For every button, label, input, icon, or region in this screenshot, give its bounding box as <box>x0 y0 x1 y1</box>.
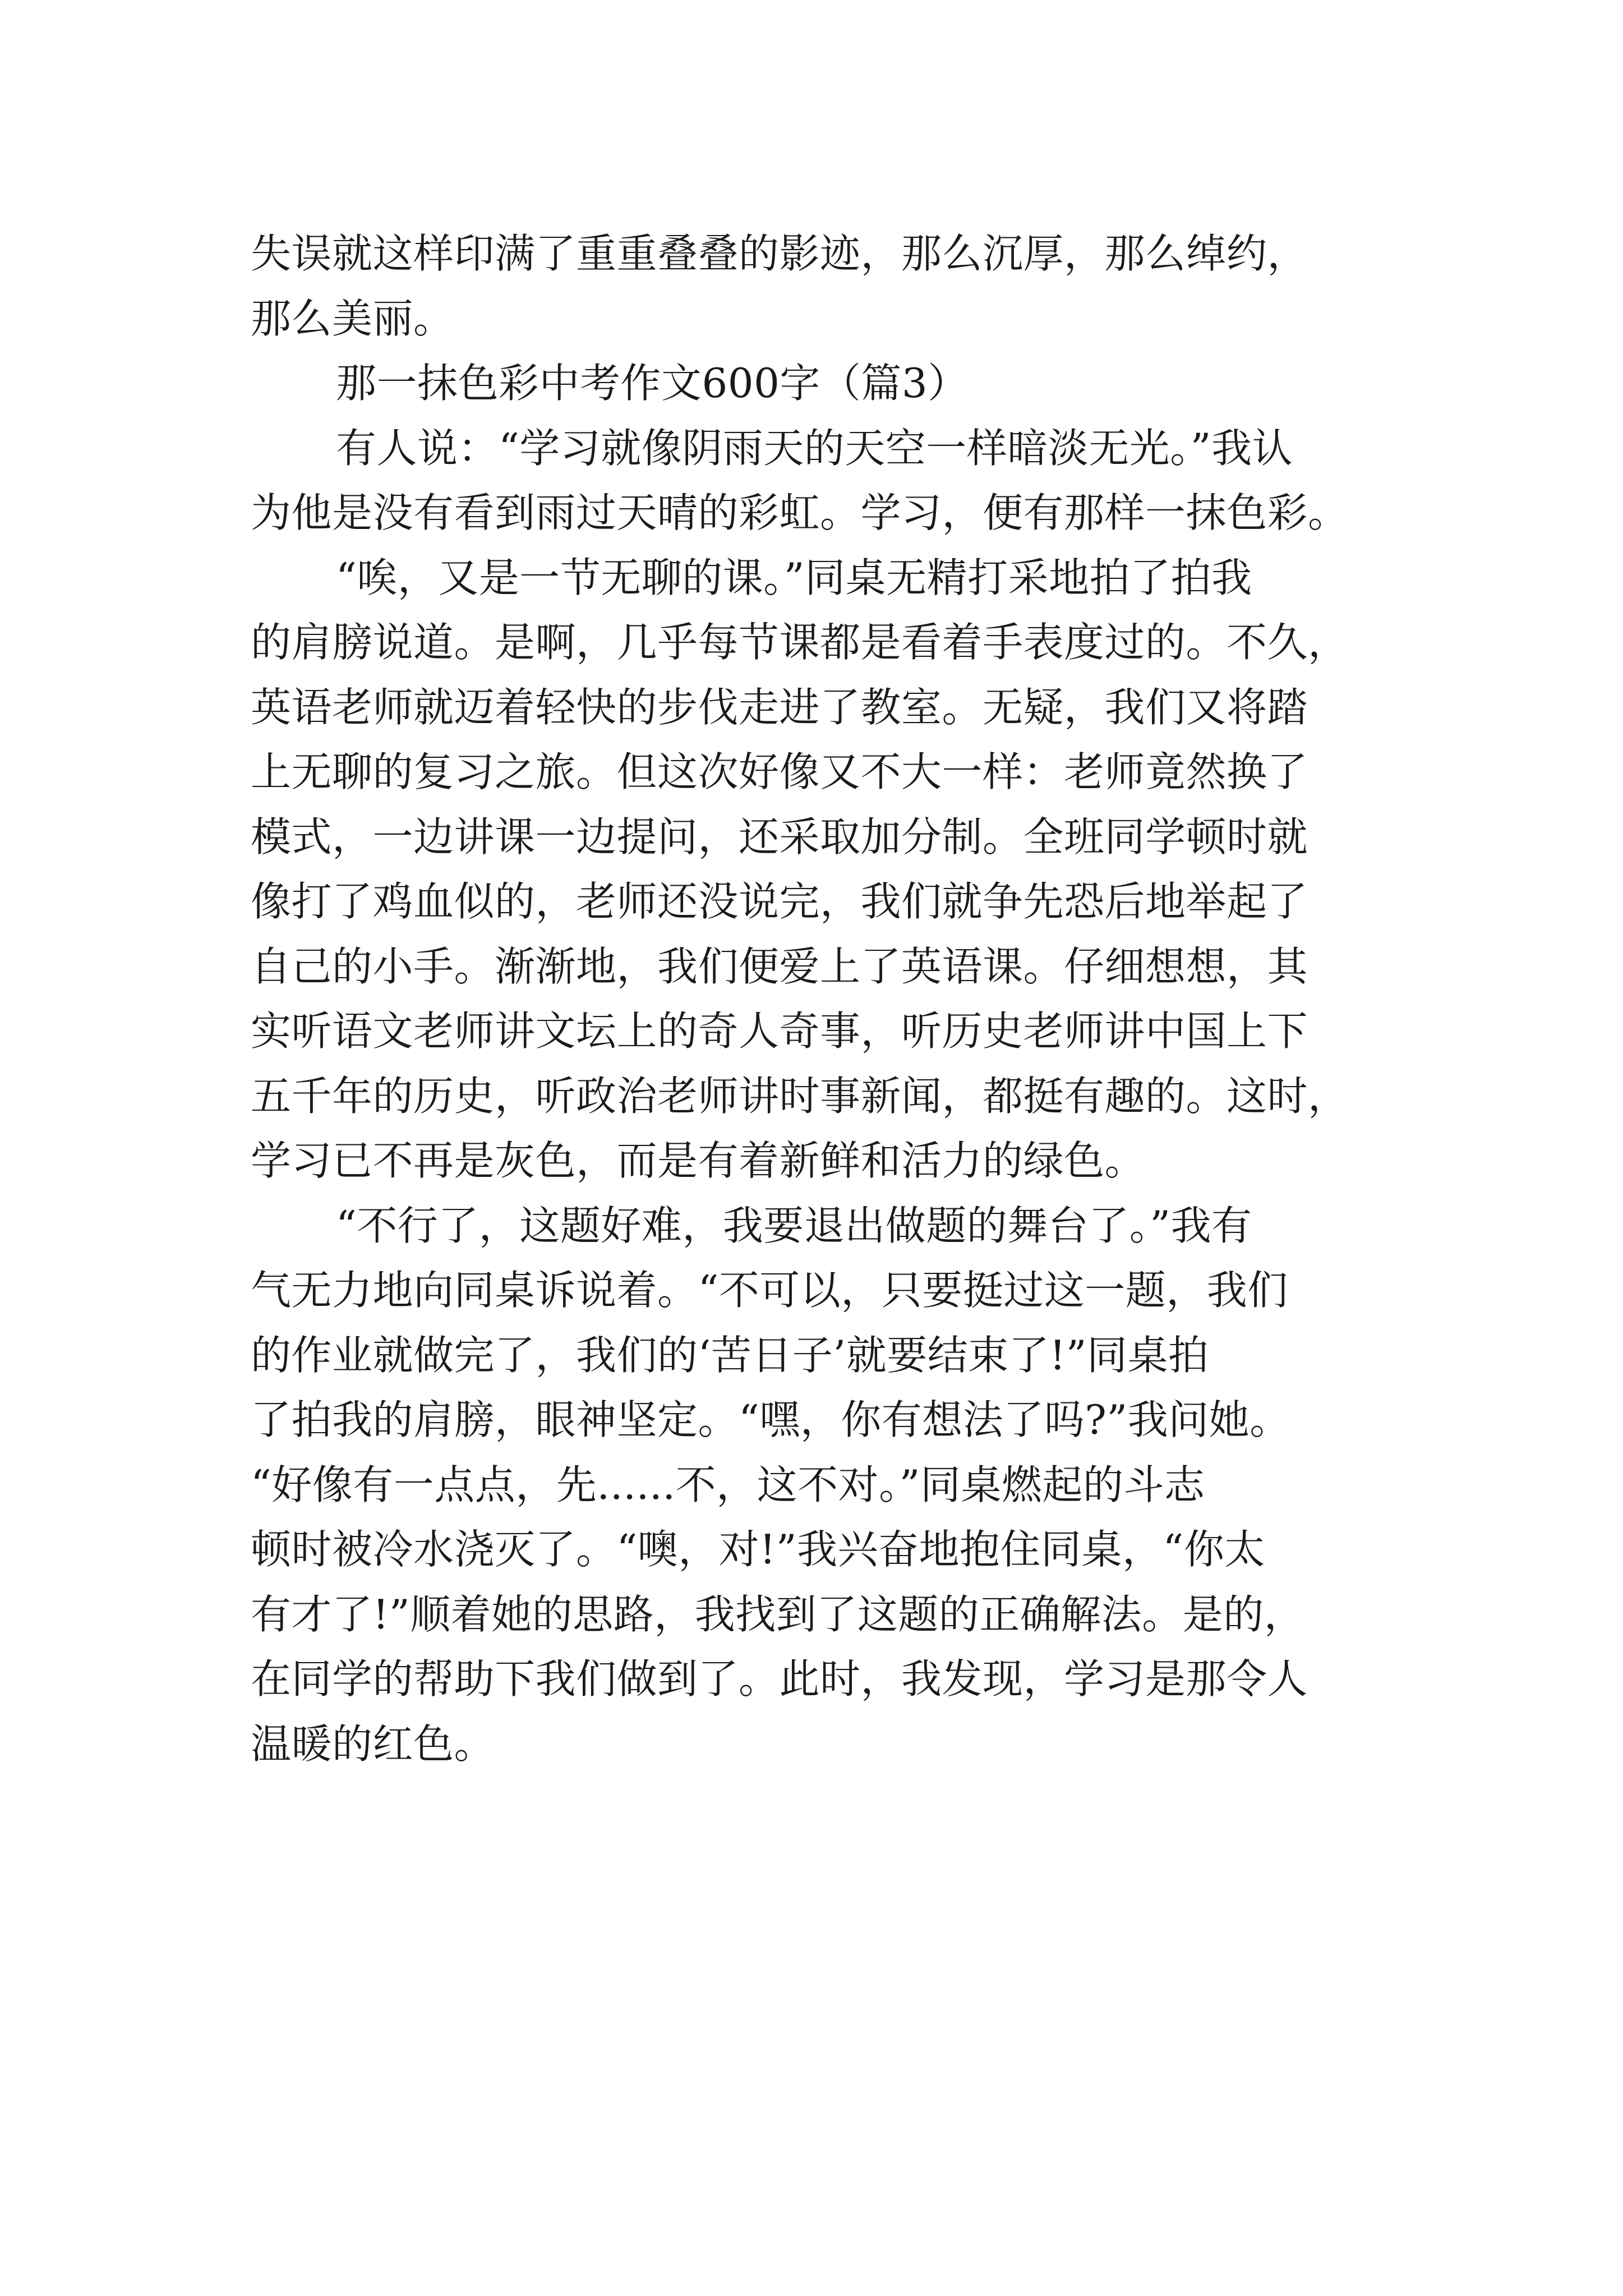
text-line: 的肩膀说道。是啊，几乎每节课都是看着手表度过的。不久， <box>251 619 1349 666</box>
text-line: 顿时被冷水浇灭了。“噢，对!”我兴奋地抱住同桌，“你太 <box>251 1526 1265 1573</box>
text-line: 温暖的红色。 <box>251 1720 495 1768</box>
text-line: 实听语文老师讲文坛上的奇人奇事，听历史老师讲中国上下 <box>251 1007 1308 1055</box>
text-line: 模式，一边讲课一边提问，还采取加分制。全班同学顿时就 <box>251 813 1308 861</box>
text-line: 像打了鸡血似的，老师还没说完，我们就争先恐后地举起了 <box>251 878 1308 925</box>
text-line: 有才了!”顺着她的思路，我找到了这题的正确解法。是的， <box>251 1590 1305 1638</box>
text-line: “好像有一点点，先......不，这不对。”同桌燃起的斗志 <box>251 1461 1205 1508</box>
text-line: 自己的小手。渐渐地，我们便爱上了英语课。仔细想想，其 <box>251 942 1308 990</box>
body-text <box>251 222 1395 1777</box>
text-line: 五千年的历史，听政治老师讲时事新闻，都挺有趣的。这时， <box>251 1072 1349 1120</box>
text-line: 英语老师就迈着轻快的步伐走进了教室。无疑，我们又将踏 <box>251 683 1308 731</box>
essay-title: 那一抹色彩中考作文600字（篇3） <box>336 360 969 407</box>
text-line: 有人说：“学习就像阴雨天的天空一样暗淡无光。”我认 <box>336 424 1293 472</box>
text-line: 气无力地向同桌诉说着。“不可以，只要挺过这一题，我们 <box>251 1267 1288 1314</box>
text-line: 在同学的帮助下我们做到了。此时，我发现，学习是那令人 <box>251 1655 1308 1703</box>
text-line: 的作业就做完了，我们的‘苦日子’就要结束了!”同桌拍 <box>251 1331 1209 1379</box>
text-line: “唉，又是一节无聊的课。”同桌无精打采地拍了拍我 <box>336 554 1252 601</box>
text-line: 为他是没有看到雨过天晴的彩虹。学习，便有那样一抹色彩。 <box>251 489 1349 536</box>
text-line: “不行了，这题好难，我要退出做题的舞台了。”我有 <box>336 1202 1252 1249</box>
text-line: 上无聊的复习之旅。但这次好像又不大一样：老师竟然换了 <box>251 748 1308 795</box>
text-line: 学习已不再是灰色，而是有着新鲜和活力的绿色。 <box>251 1137 1146 1184</box>
text-line: 失误就这样印满了重重叠叠的影迹，那么沉厚，那么绰约， <box>251 230 1308 277</box>
text-line: 那么美丽。 <box>251 295 454 342</box>
text-line: 了拍我的肩膀，眼神坚定。“嘿，你有想法了吗?”我问她。 <box>251 1396 1290 1443</box>
